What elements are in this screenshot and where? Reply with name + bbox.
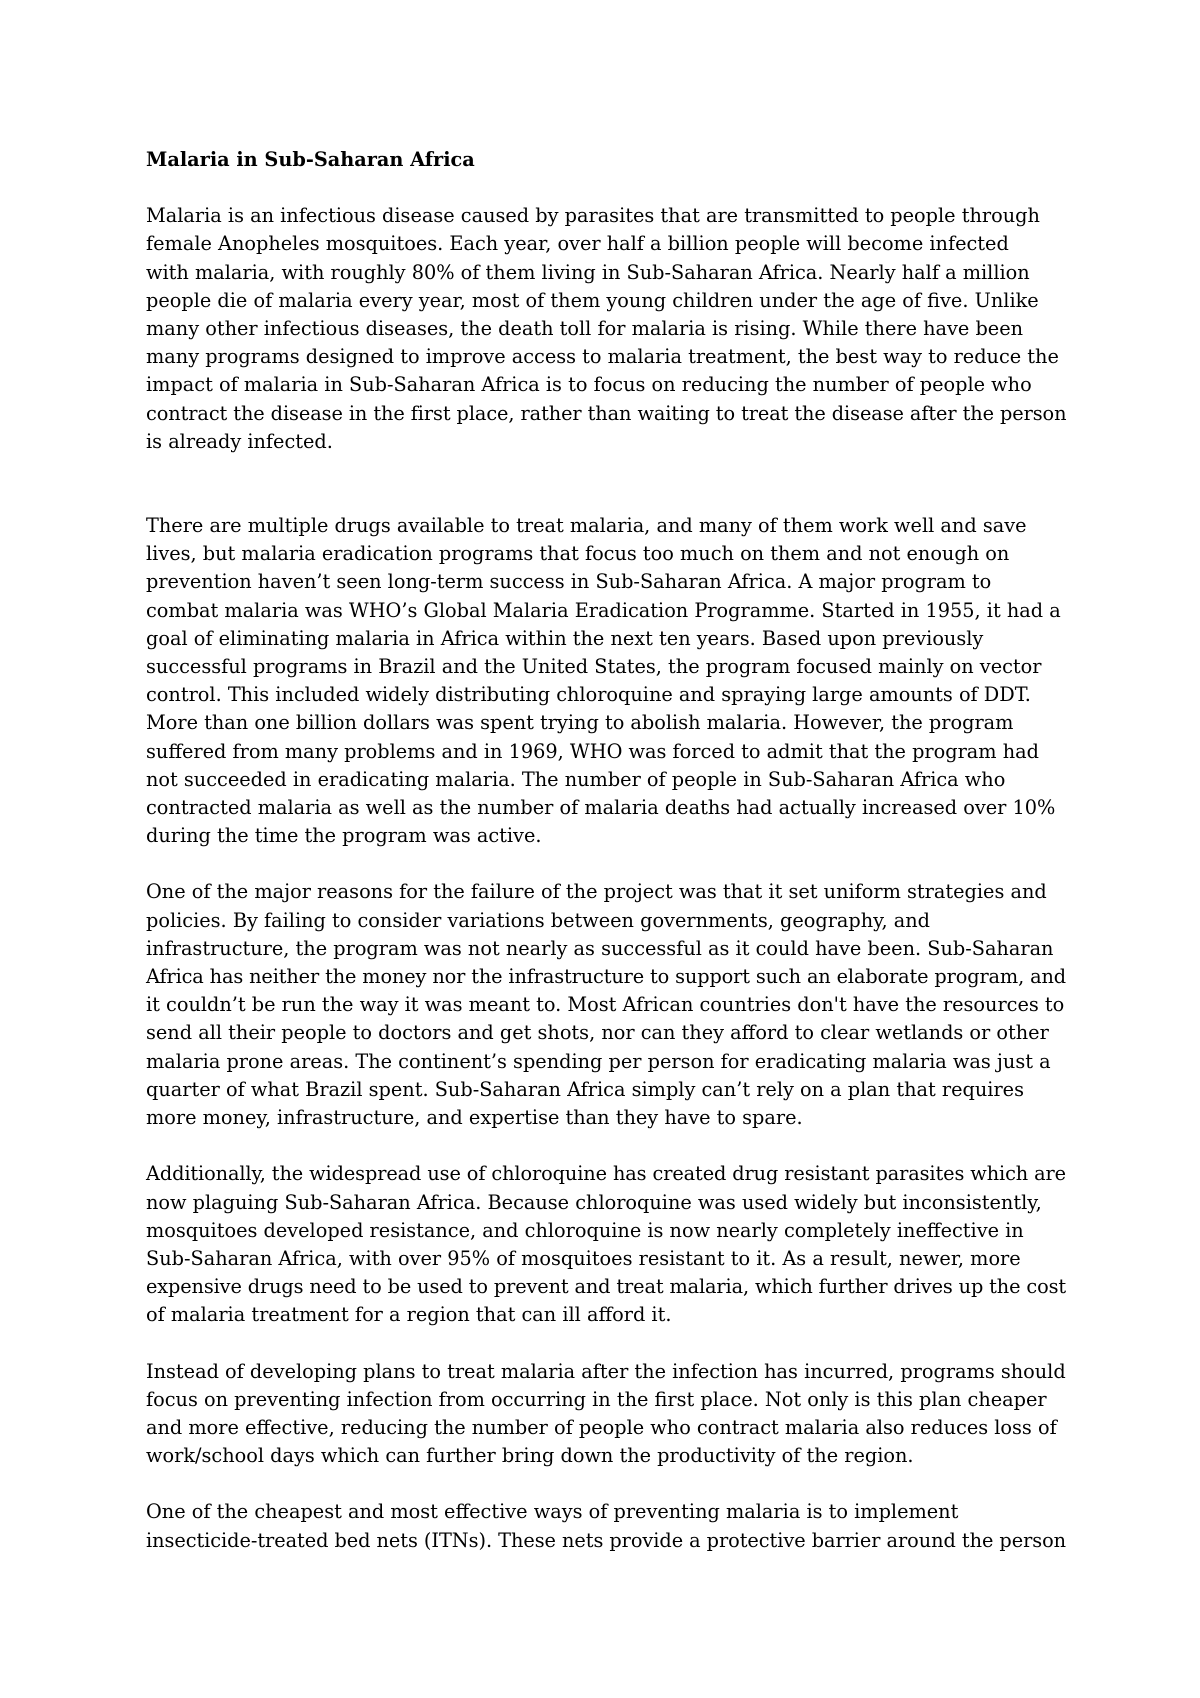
paragraph-1: [146, 202, 1066, 456]
text-line: combat malaria was WHO’s Global Malaria Eradication Programme. Started in 1955, it had a: [146, 598, 1061, 622]
text-line: Additionally, the widespread use of chloroquine has created drug resistant parasites which are: [146, 1162, 1066, 1186]
text-line: expensive drugs need to be used to prevent and treat malaria, which further drives up the cost: [146, 1275, 1066, 1299]
text-line: prevention haven’t seen long-term success in Sub-Saharan Africa. A major program to: [146, 570, 992, 594]
text-line: many programs designed to improve access to malaria treatment, the best way to reduce the: [146, 345, 1059, 369]
text-line: Africa has neither the money nor the infrastructure to support such an elaborate program, and: [146, 965, 1066, 989]
text-line: There are multiple drugs available to treat malaria, and many of them work well and save: [146, 514, 1027, 538]
text-line: female Anopheles mosquitoes. Each year, over half a billion people will become infected: [146, 232, 1009, 256]
text-line: successful programs in Brazil and the United States, the program focused mainly on vector: [146, 655, 1042, 679]
paragraph-spacer: [146, 1132, 1066, 1160]
text-line: more money, infrastructure, and expertise than they have to spare.: [146, 1106, 803, 1130]
text-line: Malaria is an infectious disease caused by parasites that are transmitted to people through: [146, 204, 1040, 228]
paragraph-spacer: [146, 456, 1066, 512]
document-body: [146, 146, 1066, 1555]
text-line: insecticide-treated bed nets (ITNs). These nets provide a protective barrier around the person: [146, 1528, 1067, 1552]
text-line: lives, but malaria eradication programs that focus too much on them and not enough on: [146, 542, 1010, 566]
text-line: now plaguing Sub-Saharan Africa. Because chloroquine was used widely but inconsistently,: [146, 1190, 1042, 1214]
text-line: goal of eliminating malaria in Africa within the next ten years. Based upon previously: [146, 626, 984, 650]
text-line: Instead of developing plans to treat malaria after the infection has incurred, programs should: [146, 1359, 1066, 1383]
text-line: not succeeded in eradicating malaria. The number of people in Sub-Saharan Africa who: [146, 767, 1006, 791]
text-line: policies. By failing to consider variations between governments, geography, and: [146, 908, 931, 932]
paragraph-spacer: [146, 1330, 1066, 1358]
text-line: Sub-Saharan Africa, with over 95% of mosquitoes resistant to it. As a result, newer, more: [146, 1246, 1021, 1270]
text-line: with malaria, with roughly 80% of them living in Sub-Saharan Africa. Nearly half a million: [146, 260, 1030, 284]
document-title: Malaria in Sub-Saharan Africa: [146, 148, 475, 171]
paragraph-6: [146, 1498, 1066, 1554]
text-line: is already infected.: [146, 429, 333, 453]
text-line: it couldn’t be run the way it was meant to. Most African countries don't have the resources to: [146, 993, 1065, 1017]
text-line: contract the disease in the first place, rather than waiting to treat the disease after the person: [146, 401, 1067, 425]
text-line: malaria prone areas. The continent’s spending per person for eradicating malaria was just a: [146, 1049, 1051, 1073]
text-line: quarter of what Brazil spent. Sub-Saharan Africa simply can’t rely on a plan that requires: [146, 1077, 1024, 1101]
paragraph-spacer: [146, 1470, 1066, 1498]
paragraph-4: [146, 1160, 1066, 1329]
text-line: work/school days which can further bring down the productivity of the region.: [146, 1444, 914, 1468]
text-line: contracted malaria as well as the number of malaria deaths had actually increased over 10%: [146, 796, 1056, 820]
paragraph-5: [146, 1358, 1066, 1471]
text-line: More than one billion dollars was spent trying to abolish malaria. However, the program: [146, 711, 1014, 735]
text-line: of malaria treatment for a region that can ill afford it.: [146, 1303, 672, 1327]
paragraph-2: [146, 512, 1066, 850]
text-line: many other infectious diseases, the death toll for malaria is rising. While there have been: [146, 317, 1024, 341]
text-line: One of the cheapest and most effective ways of preventing malaria is to implement: [146, 1500, 959, 1524]
paragraph-3: [146, 878, 1066, 1132]
text-line: One of the major reasons for the failure of the project was that it set uniform strategies and: [146, 880, 1047, 904]
text-line: suffered from many problems and in 1969, WHO was forced to admit that the program had: [146, 739, 1039, 763]
text-line: people die of malaria every year, most of them young children under the age of five. Unlike: [146, 288, 1039, 312]
text-line: send all their people to doctors and get shots, nor can they afford to clear wetlands or other: [146, 1021, 1049, 1045]
text-line: and more effective, reducing the number of people who contract malaria also reduces loss of: [146, 1415, 1057, 1439]
text-line: control. This included widely distributing chloroquine and spraying large amounts of DDT.: [146, 683, 1031, 707]
text-line: impact of malaria in Sub-Saharan Africa is to focus on reducing the number of people who: [146, 373, 1032, 397]
text-line: during the time the program was active.: [146, 824, 542, 848]
text-line: mosquitoes developed resistance, and chloroquine is now nearly completely ineffective in: [146, 1218, 1024, 1242]
text-line: focus on preventing infection from occurring in the first place. Not only is this plan cheaper: [146, 1387, 1047, 1411]
text-line: infrastructure, the program was not nearly as successful as it could have been. Sub-Saharan: [146, 936, 1054, 960]
paragraph-spacer: [146, 850, 1066, 878]
